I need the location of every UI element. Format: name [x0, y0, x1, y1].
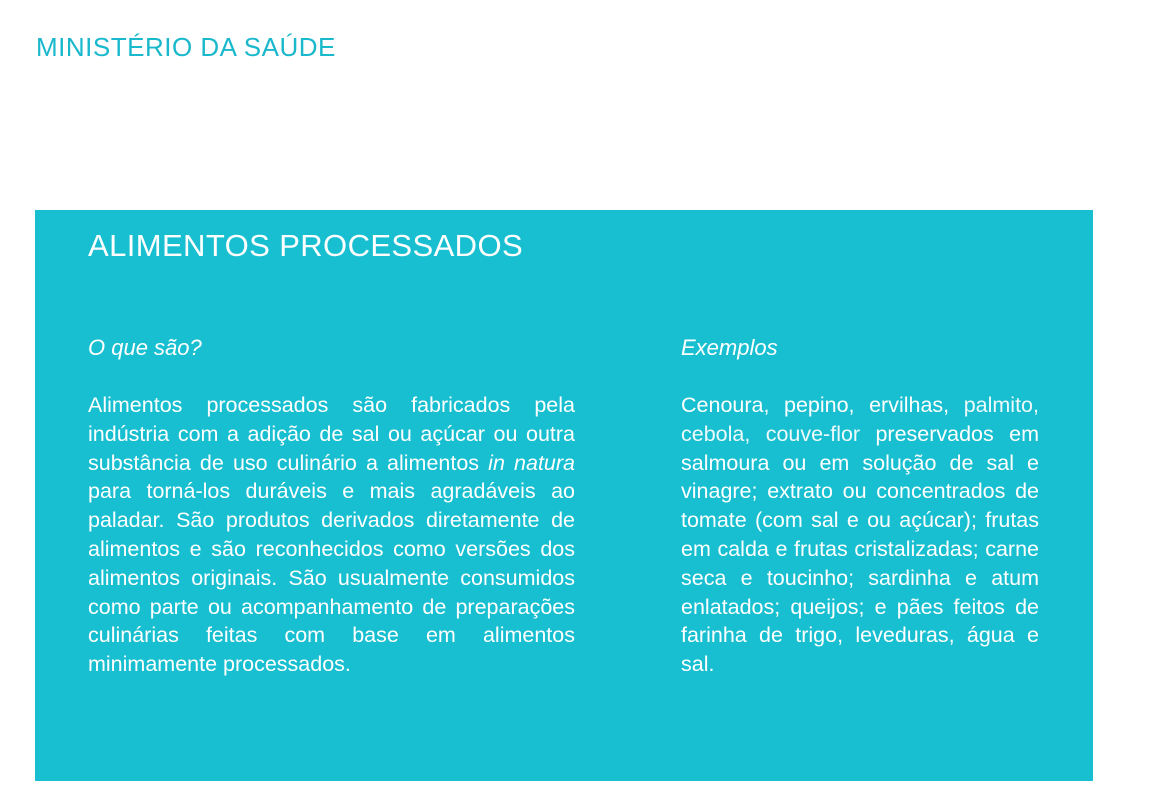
definition-text: [88, 391, 575, 679]
definition-text-italic: in natura: [488, 450, 575, 475]
definition-text-end: para torná-los duráveis e mais agradáveis ao paladar. São produtos derivados diretamente de alimentos e são reconhecidos como versões dos alimentos originais. São usualmente consumidos como parte ou acompanhamento de preparações culinárias feitas com base em alimentos minimamente processados.: [88, 479, 575, 677]
examples-text-part3: preservados em salmoura ou em solução de sal e vinagre; extrato ou concentrados de tomate (com sal e ou açúcar); frutas em calda e frutas cristalizadas; carne seca e toucinho; sardinha e atum enlatados; queijos; e pães feitos de farinha de trigo, leveduras, água e sal.: [681, 421, 1039, 677]
page-header-title: MINISTÉRIO DA SAÚDE: [36, 32, 336, 62]
examples-column: [681, 334, 1039, 679]
definition-column: [88, 334, 575, 679]
examples-text-part2: palmito, cebola, couve-flor: [681, 393, 1039, 446]
examples-text-part1: Cenoura, pepino, ervilhas,: [681, 393, 964, 417]
definition-text-start: Alimentos processados são fabricados pela indústria com a adição de sal ou açúcar ou outra substância de uso culinário a alimentos: [88, 393, 575, 475]
examples-text: [681, 391, 1039, 679]
definition-heading: O que são?: [88, 335, 202, 360]
box-title: ALIMENTOS PROCESSADOS: [88, 228, 524, 263]
examples-heading: Exemplos: [681, 335, 778, 360]
info-box: [35, 210, 1093, 781]
